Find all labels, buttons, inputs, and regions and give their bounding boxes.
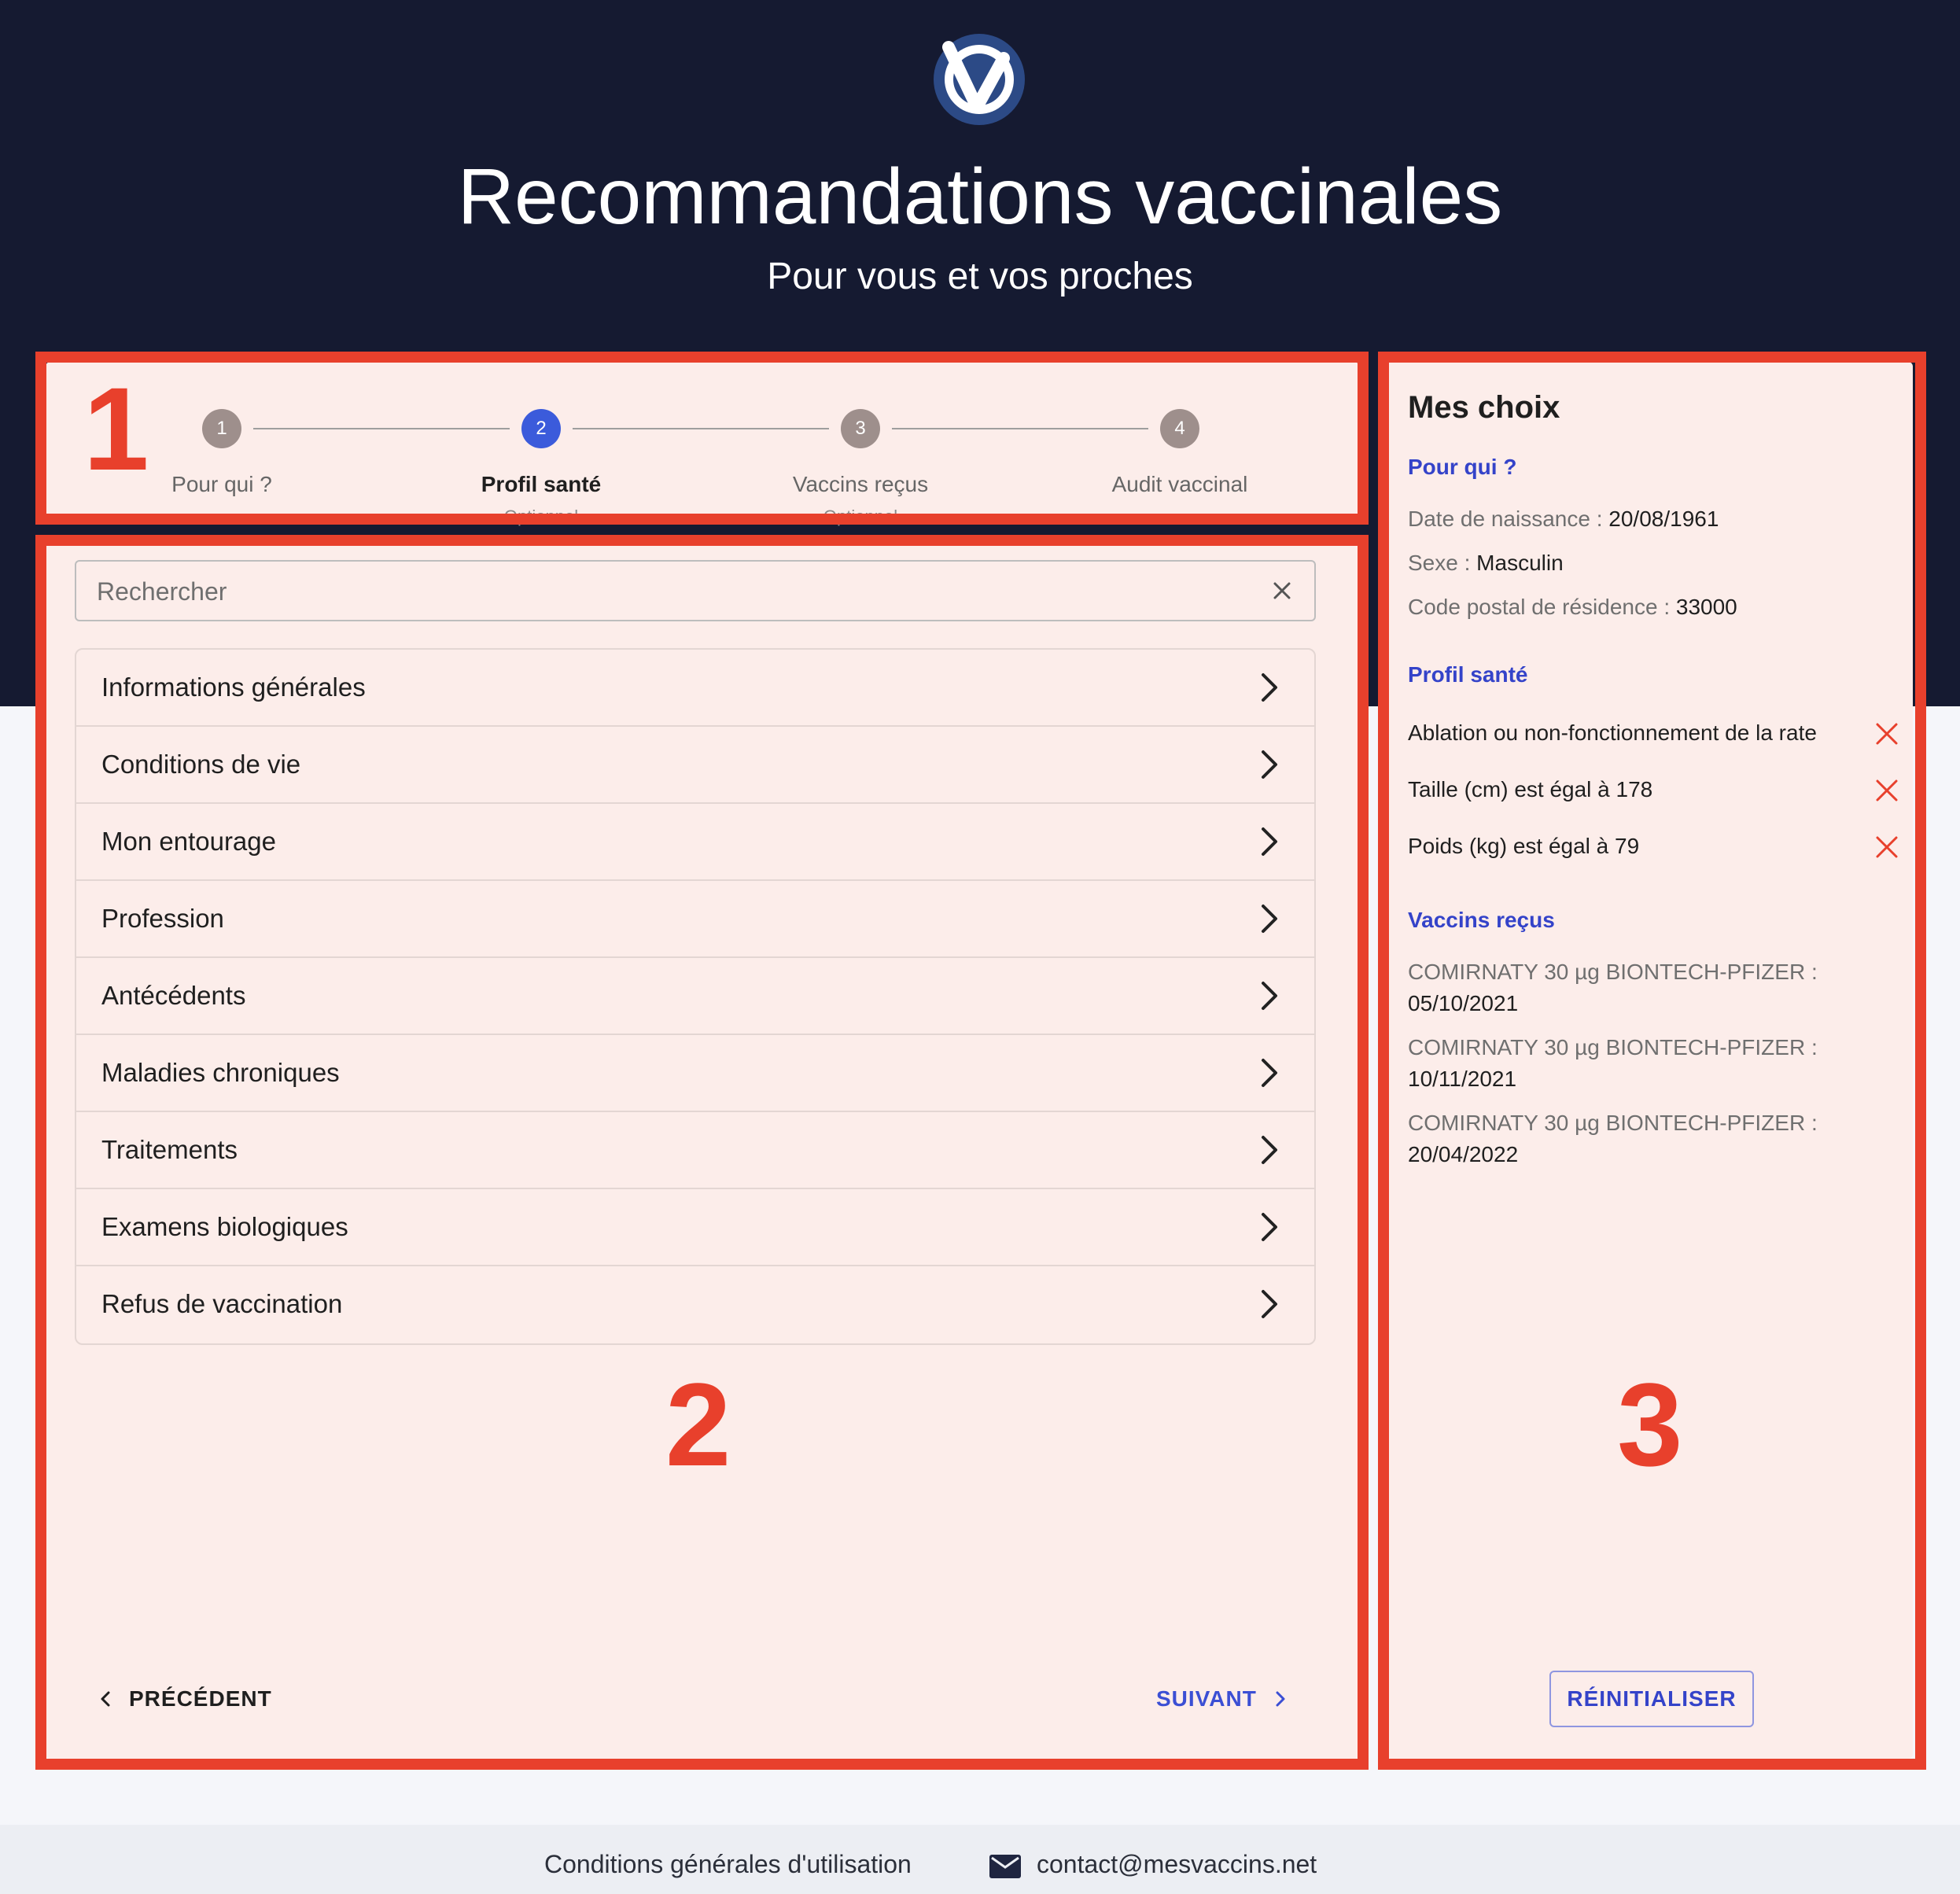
step-connector [253, 428, 510, 429]
remove-icon[interactable] [1873, 777, 1900, 804]
step-2-indicator[interactable]: 2 [521, 409, 561, 448]
sex-row [1408, 551, 1564, 576]
previous-button[interactable] [96, 1675, 272, 1723]
sex-key: Sexe : [1408, 551, 1471, 575]
chevron-right-icon [1250, 1285, 1288, 1323]
health-item: Ablation ou non-fonctionnement de la rate [1408, 720, 1817, 745]
contact-email-link[interactable]: contact@mesvaccins.net [1037, 1850, 1317, 1878]
annotation-number-3: 3 [1617, 1358, 1683, 1491]
health-item: Taille (cm) est égal à 178 [1408, 777, 1653, 801]
terms-link[interactable]: Conditions générales d'utilisation [544, 1850, 912, 1878]
category-label: Traitements [101, 1135, 238, 1164]
birthdate-key: Date de naissance : [1408, 507, 1603, 531]
health-item: Poids (kg) est égal à 79 [1408, 834, 1640, 858]
mail-icon [989, 1855, 1021, 1878]
vaccine-entry [1408, 1032, 1848, 1095]
chevron-right-icon [1250, 977, 1288, 1015]
step-1-label[interactable]: Pour qui ? [171, 472, 272, 496]
category-item-mon-entourage[interactable] [76, 804, 1314, 881]
category-item-examens-biologiques[interactable] [76, 1189, 1314, 1266]
step-3-indicator[interactable]: 3 [841, 409, 880, 448]
category-item-profession[interactable] [76, 881, 1314, 958]
annotation-number-1: 1 [83, 363, 149, 495]
category-item-refus-de-vaccination[interactable] [76, 1266, 1314, 1343]
choices-vaccines-heading[interactable]: Vaccins reçus [1408, 908, 1555, 932]
step-4-indicator[interactable]: 4 [1160, 409, 1199, 448]
vaccine-date: 05/10/2021 [1408, 991, 1519, 1015]
vaccine-entry [1408, 1107, 1848, 1170]
category-label: Examens biologiques [101, 1212, 348, 1241]
vaccine-date: 20/04/2022 [1408, 1142, 1519, 1166]
category-label: Antécédents [101, 981, 246, 1010]
chevron-right-icon [1250, 1054, 1288, 1092]
next-button[interactable] [1156, 1675, 1290, 1723]
step-4-label[interactable]: Audit vaccinal [1111, 472, 1248, 496]
vaccine-name: COMIRNATY 30 µg BIONTECH-PFIZER : [1408, 960, 1818, 984]
category-item-traitements[interactable] [76, 1112, 1314, 1189]
sex-value: Masculin [1476, 551, 1564, 575]
choices-health-heading[interactable]: Profil santé [1408, 662, 1528, 687]
postal-code-key: Code postal de résidence : [1408, 595, 1671, 619]
category-item-informations-generales[interactable] [76, 650, 1314, 727]
next-label: SUIVANT [1156, 1686, 1257, 1711]
birthdate-value: 20/08/1961 [1608, 507, 1719, 531]
chevron-right-icon [1250, 669, 1288, 706]
category-label: Maladies chroniques [101, 1058, 340, 1087]
birthdate-row [1408, 507, 1719, 532]
step-2-optional [415, 505, 667, 516]
chevron-right-icon [1250, 1131, 1288, 1169]
remove-icon[interactable] [1873, 834, 1900, 860]
postal-code-row [1408, 595, 1737, 620]
close-icon[interactable] [1264, 573, 1300, 609]
remove-icon[interactable] [1873, 720, 1900, 747]
step-connector [573, 428, 829, 429]
vaccine-entry [1408, 956, 1848, 1019]
category-item-maladies-chroniques[interactable] [76, 1035, 1314, 1112]
chevron-right-icon [1250, 1208, 1288, 1246]
step-3-optional [735, 505, 986, 516]
reset-button[interactable]: RÉINITIALISER [1549, 1671, 1754, 1727]
category-label: Profession [101, 904, 224, 933]
step-1-indicator[interactable]: 1 [202, 409, 241, 448]
category-label: Conditions de vie [101, 750, 301, 779]
vaccine-name: COMIRNATY 30 µg BIONTECH-PFIZER : [1408, 1035, 1818, 1059]
page-subtitle: Pour vous et vos proches [767, 256, 1193, 297]
chevron-right-icon [1250, 900, 1288, 938]
previous-label: PRÉCÉDENT [129, 1686, 272, 1711]
vaccine-name: COMIRNATY 30 µg BIONTECH-PFIZER : [1408, 1111, 1818, 1135]
choices-title: Mes choix [1408, 390, 1560, 425]
vaccine-date: 10/11/2021 [1408, 1067, 1517, 1091]
search-input[interactable] [76, 562, 1247, 621]
page-title: Recommandations vaccinales [457, 153, 1503, 241]
chevron-right-icon [1271, 1689, 1290, 1708]
category-label: Mon entourage [101, 827, 276, 856]
choices-who-heading[interactable]: Pour qui ? [1408, 455, 1517, 479]
chevron-right-icon [1250, 823, 1288, 860]
annotation-number-2: 2 [665, 1358, 731, 1491]
category-list [75, 648, 1316, 1345]
category-item-conditions-de-vie[interactable] [76, 727, 1314, 804]
category-item-antecedents[interactable] [76, 958, 1314, 1035]
chevron-right-icon [1250, 746, 1288, 783]
footer [0, 1825, 1960, 1894]
search-box [75, 560, 1316, 621]
step-2-label[interactable]: Profil santé [481, 472, 602, 496]
mesvaccins-logo[interactable] [931, 31, 1027, 127]
category-label: Informations générales [101, 672, 366, 702]
chevron-left-icon [96, 1689, 115, 1708]
step-3-label[interactable]: Vaccins reçus [792, 472, 929, 496]
step-connector [892, 428, 1148, 429]
category-label: Refus de vaccination [101, 1289, 343, 1318]
postal-code-value: 33000 [1675, 595, 1737, 619]
